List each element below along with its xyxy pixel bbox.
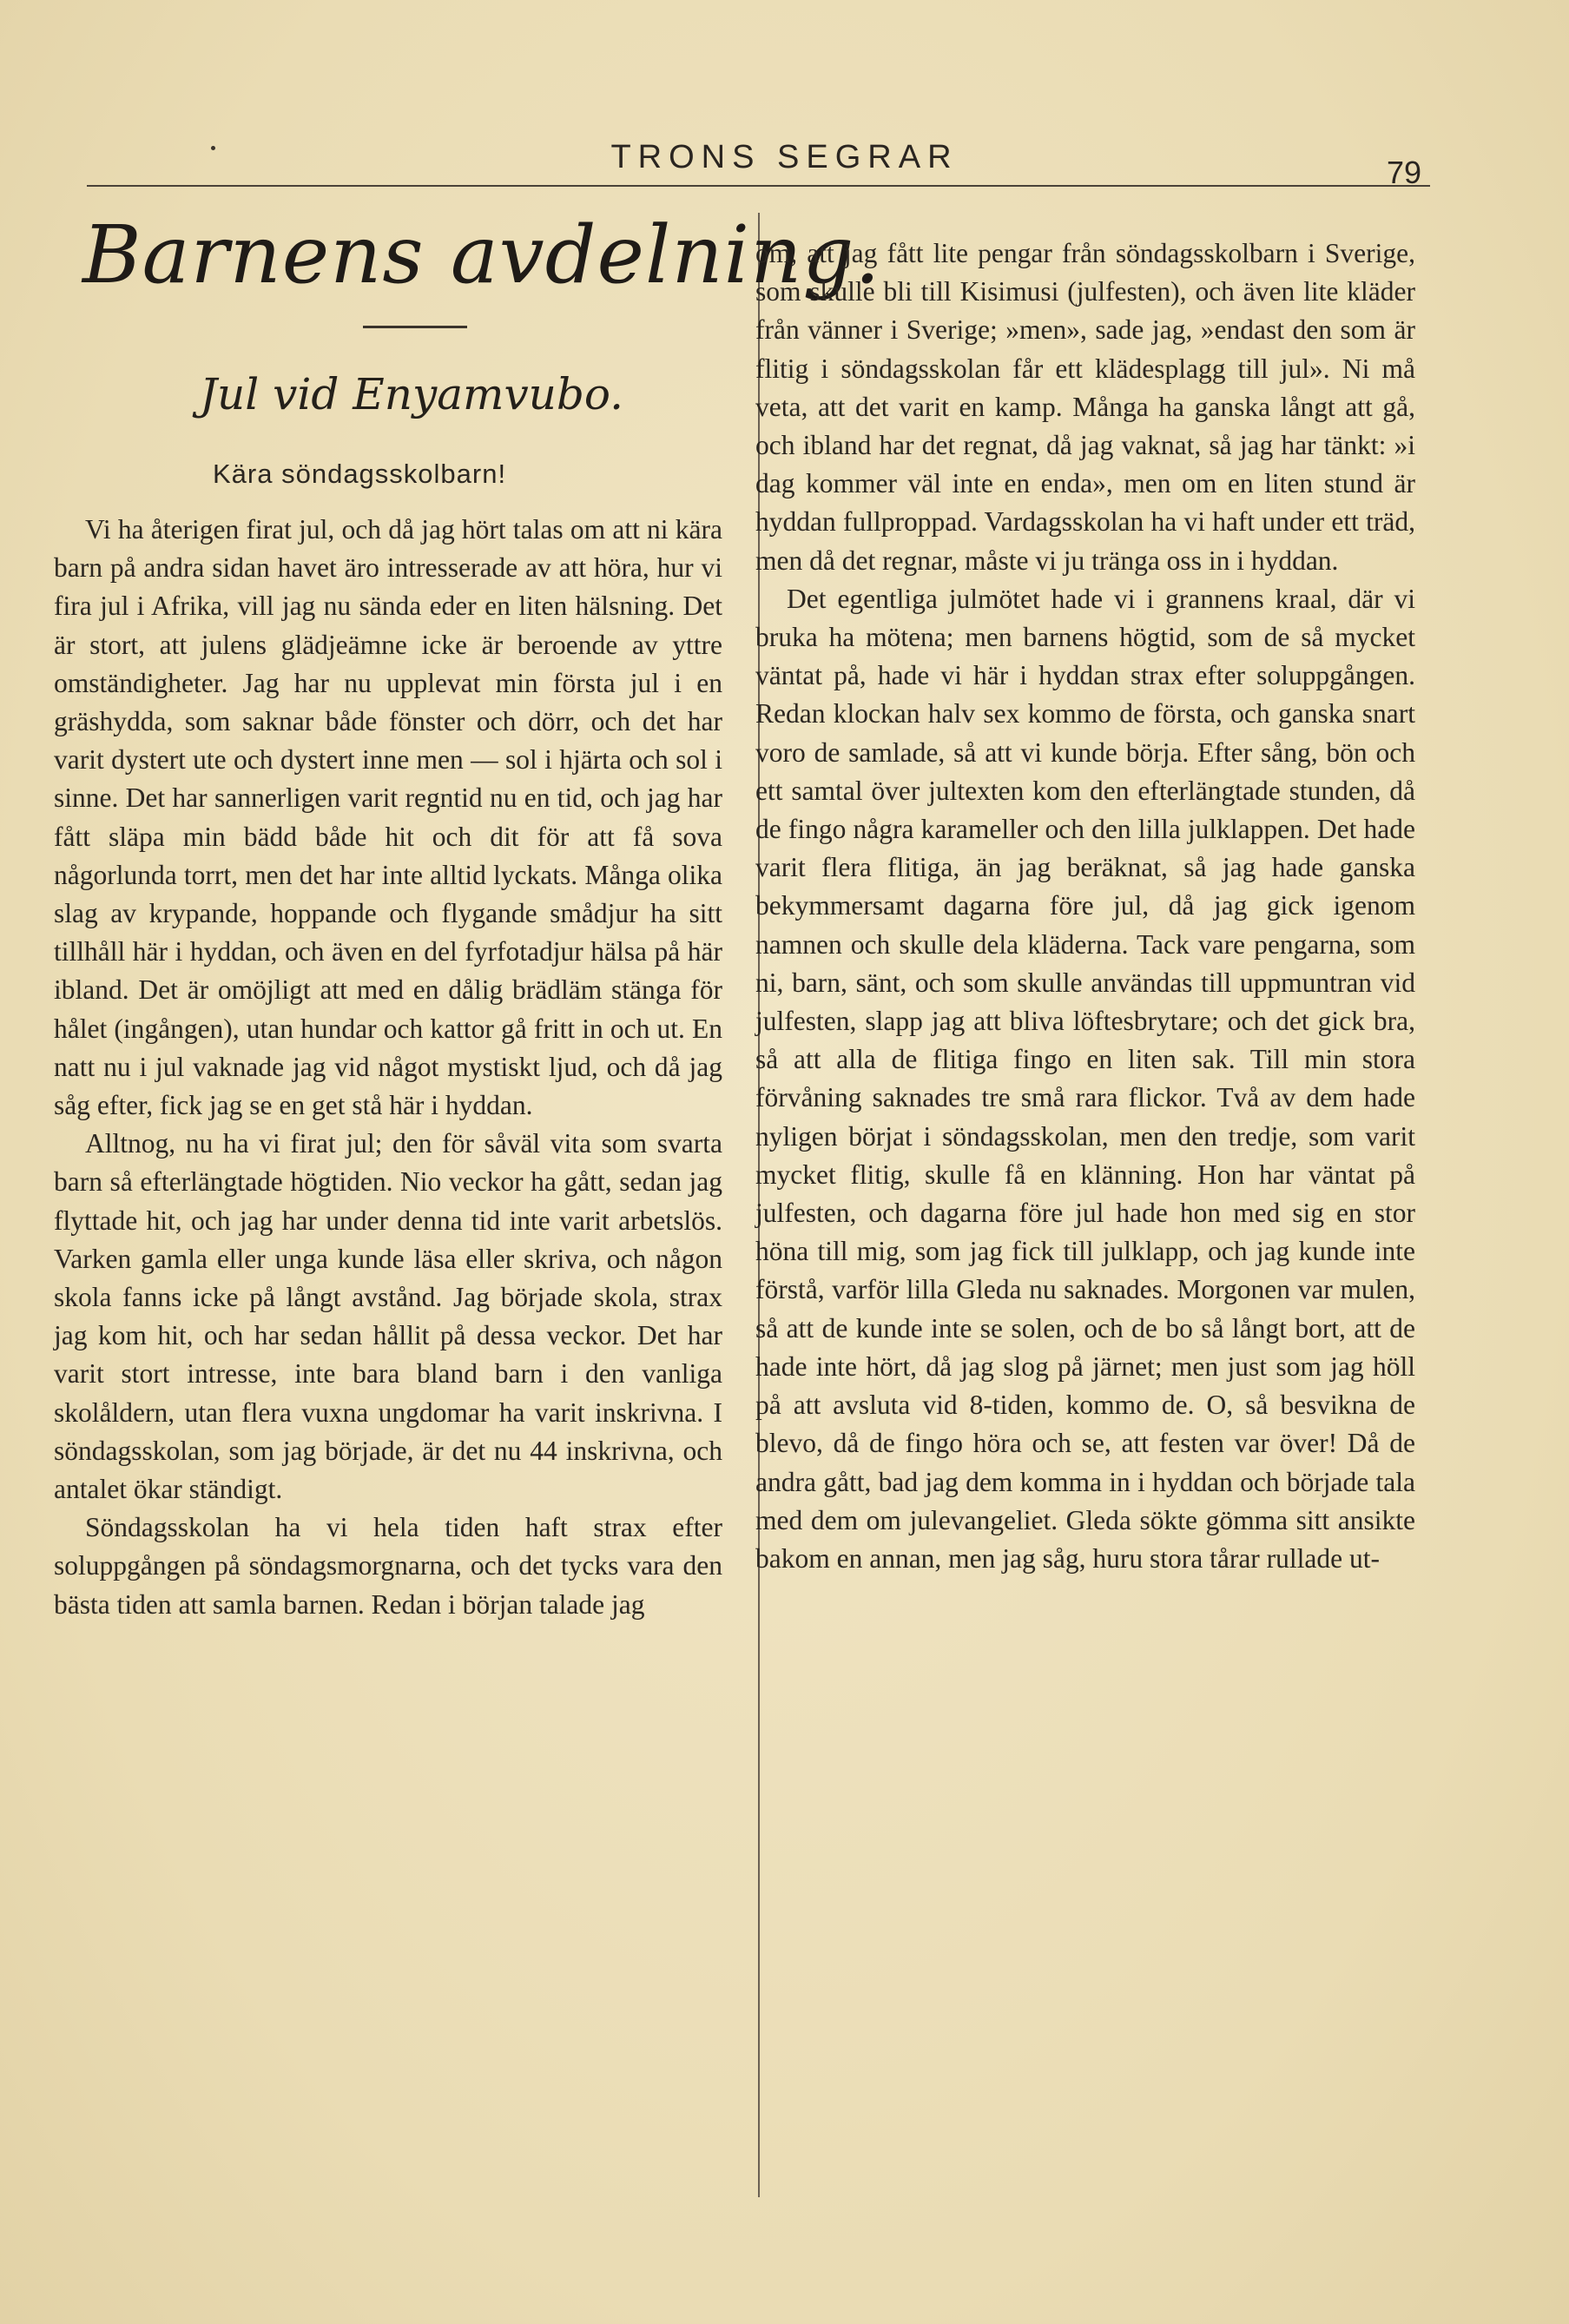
header-rule: [87, 185, 1430, 187]
section-title: Barnens avdelning.: [82, 208, 881, 301]
page-number: 79: [1386, 155, 1421, 190]
left-column: [54, 511, 722, 1624]
paragraph: Söndagsskolan ha vi hela tiden haft strax efter soluppgången på söndagsmorgnarna, och det tycks vara den bästa tiden att samla barnen. Redan i början talade jag: [54, 1512, 722, 1620]
paragraph: Vi ha återigen firat jul, och då jag hört talas om att ni kära barn på andra sidan havet äro intresserade av att höra, hur vi fira jul i Afrika, vill jag nu sända eder en liten hälsning. Det är stort, att julens glädjeämne icke är beroende av yttre omständigheter. Jag har nu upplevat min första jul i en gräshydda, som saknar både fönster och dörr, och det har varit dystert ute och dystert inne men — sol i hjärta och sol i sinne. Det har sannerligen varit regntid nu en tid, och jag har fått släpa min bädd både hit och dit för att få sova någorlunda torrt, men det har inte alltid lyckats. Många olika slag av krypande, hoppande och flygande smådjur ha sitt tillhåll här i hyddan, och även en del fyrfotadjur hälsa på här ibland. Det är omöjligt att med en dålig brädläm stänga för hålet (ingången), utan hundar och kattor gå fritt in och ut. En natt nu i jul vaknade jag vid något mystiskt ljud, och då jag såg efter, fick jag se en get stå här i hyddan.: [54, 514, 722, 1121]
greeting: Kära söndagsskolbarn!: [213, 459, 507, 489]
paragraph: Det egentliga julmötet hade vi i grannens kraal, där vi bruka ha mötena; men barnens högtid, som de så mycket väntat på, hade vi här i hyddan strax efter soluppgången. Redan klockan halv sex kommo de första, och ganska snart voro de samlade, så att vi kunde börja. Efter sång, bön och ett samtal över jultexten kom den efterlängtade stunden, då de fingo några karameller och den lilla julklappen. Det hade varit flera flitiga, än jag beräknat, så jag hade ganska bekymmersamt dagarna före jul, då jag gick igenom namnen och skulle dela kläderna. Tack vare pengarna, som ni, barn, sänt, och som skulle användas till uppmuntran vid julfesten, slapp jag att bliva löftesbrytare; och det gick bra, så att alla de flitiga fingo en liten sak. Till min stora förvåning saknades tre små rara flickor. Två av dem hade nyligen börjat i söndagsskolan, men den tredje, som varit mycket flitig, skulle få en klänning. Hon har väntat på julfesten, och dagarna före jul hade hon med sig en stor höna till mig, som jag fick till julklapp, och jag kunde inte förstå, varför lilla Gleda nu saknades. Morgonen var mulen, så att de kunde inte se solen, och de bo så långt bort, att de hade inte hört, då jag slog på järnet; men just som jag höll på att avsluta vid 8-tiden, kommo de. O, så besvikna de blevo, då de fingo höra och se, att festen var över! Då de andra gått, bad jag dem komma in i hyddan och började tala med dem om julevangeliet. Gleda sökte gömma sitt ansikte bakom en annan, men jag såg, huru stora tårar rullade ut-: [755, 583, 1415, 1574]
article-subtitle: Jul vid Enyamvubo.: [200, 369, 624, 419]
running-head: TRONS SEGRAR: [610, 139, 959, 175]
right-column: [755, 234, 1415, 1578]
paragraph: om, att jag fått lite pengar från söndagsskolbarn i Sverige, som skulle bli till Kisimusi (julfesten), och även lite kläder från vänner i Sverige; »men», sade jag, »endast den som är flitig i söndagsskolan får ett klädesplagg till jul». Ni må veta, att det varit en kamp. Många ha ganska långt att gå, och ibland har det regnat, då jag vaknat, så jag har tänkt: »i dag kommer väl inte en enda», men om en liten stund är hyddan fullproppad. Vardagsskolan ha vi haft under ett träd, men då det regnar, måste vi ju tränga oss in i hyddan.: [755, 238, 1415, 576]
title-dash: [363, 326, 467, 328]
paragraph: Alltnog, nu ha vi firat jul; den för såväl vita som svarta barn så efterlängtade högtiden. Nio veckor ha gått, sedan jag flyttade hit, och jag har under denna tid inte varit arbetslös. Varken gamla eller unga kunde läsa eller skriva, och någon skola fanns icke på långt avstånd. Jag började skola, strax jag kom hit, och har sedan hållit på dessa veckor. Det har varit stort intresse, inte bara bland barn i den vanliga skolåldern, utan flera vuxna ungdomar ha varit inskrivna. I söndagsskolan, som jag började, är det nu 44 inskrivna, och antalet ökar ständigt.: [54, 1128, 722, 1505]
